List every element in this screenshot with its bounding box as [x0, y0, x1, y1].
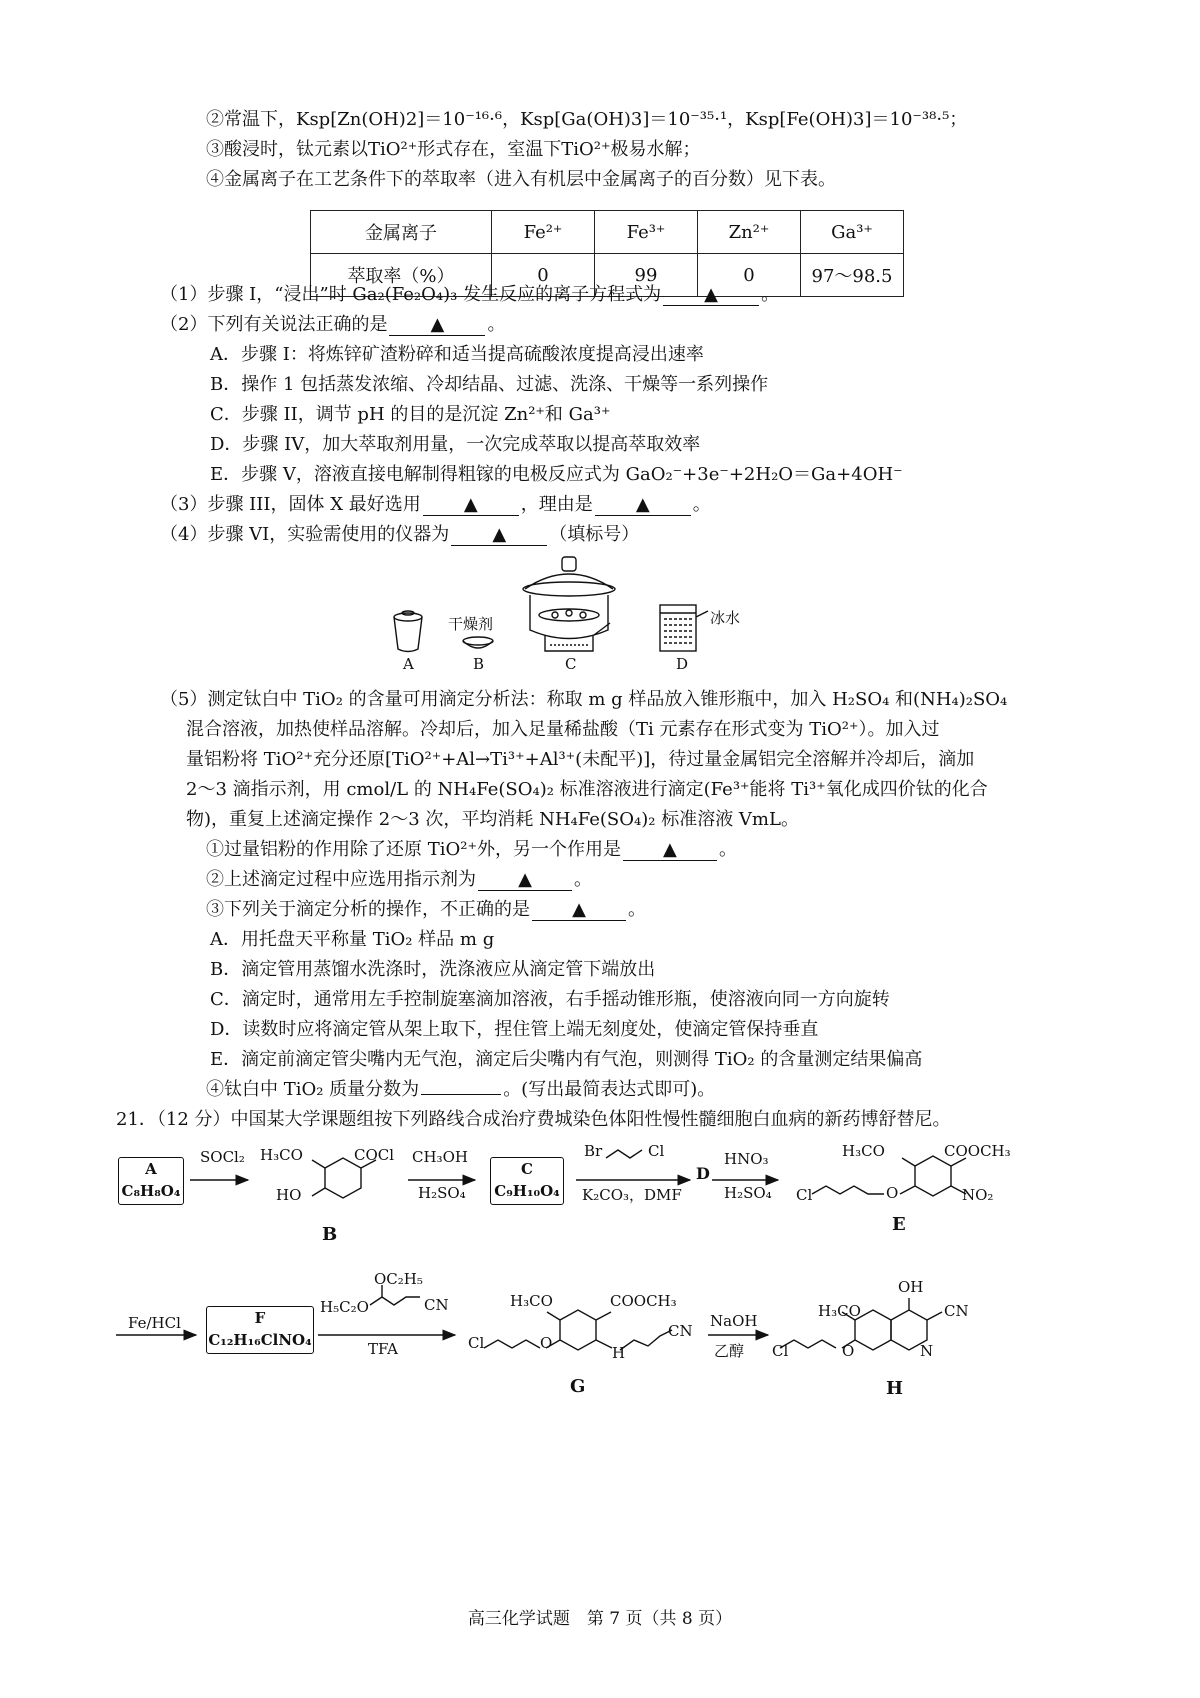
alkyl-chain: [606, 1150, 642, 1158]
substituent-ome: H₃CO: [842, 1142, 885, 1160]
substituent-ome: H₃CO: [818, 1302, 861, 1320]
question-21: 21．（12 分）中国某大学课题组按下列路线合成治疗费城染色体阳性慢性髓细胞白血病的新药博舒替尼。: [116, 1109, 951, 1130]
question-2: [160, 313, 505, 337]
punct: 。: [718, 839, 737, 860]
answer-blank[interactable]: ▲: [663, 285, 759, 306]
table-cell: 97～98.5: [801, 254, 904, 297]
option-a: A．用托盘天平称量 TiO₂ 样品 m g: [210, 929, 495, 950]
reagent-socl2: SOCl₂: [200, 1148, 245, 1166]
question-5-line-4: 2～3 滴指示剂，用 cmol/L 的 NH₄Fe(SO₄)₂ 标准溶液进行滴定(Fe³⁺能将 Ti³⁺氧化成四价钛的化合: [186, 779, 988, 800]
apparatus-label-a: A: [403, 655, 414, 673]
substituent-cocl: COCl: [354, 1146, 395, 1164]
question-text: ④钛白中 TiO₂ 质量分数为: [206, 1079, 420, 1100]
note-4: ④金属离子在工艺条件下的萃取率（进入有机层中金属离子的百分数）见下表。: [206, 169, 836, 190]
compound-e-label: E: [892, 1214, 906, 1235]
reagent-h2so4: H₂SO₄: [418, 1184, 466, 1202]
answer-blank[interactable]: ▲: [595, 495, 691, 516]
compound-b-label: B: [322, 1224, 338, 1245]
compound-f-box: [206, 1306, 314, 1354]
option-b: B．滴定管用蒸馏水洗涤时，洗涤液应从滴定管下端放出: [210, 959, 656, 980]
reagent-cn: CN: [424, 1296, 449, 1314]
substituent-cl: Cl: [772, 1342, 789, 1360]
punct: 。: [574, 869, 592, 890]
answer-blank[interactable]: ▲: [478, 870, 572, 891]
question-text: （4）步骤 VI，实验需使用的仪器为: [160, 524, 450, 545]
apparatus-label-c: C: [565, 655, 577, 673]
benzene-ring-e: [915, 1156, 951, 1196]
answer-blank[interactable]: ▲: [423, 495, 519, 516]
table-cell: 金属离子: [311, 211, 492, 254]
punct: 。: [487, 314, 506, 335]
reagent-oc2h5: OC₂H₅: [374, 1270, 423, 1288]
option-b: B．操作 1 包括蒸发浓缩、冷却结晶、过滤、洗涤、干燥等一系列操作: [210, 374, 769, 395]
reagent-naoh: NaOH: [710, 1312, 758, 1330]
table-cell: 0: [698, 254, 801, 297]
benzene-ring-b: [325, 1158, 361, 1198]
sub-question-4: [206, 1078, 715, 1102]
question-5-line-2: 混合溶液，加热使样品溶解。冷却后，加入足量稀盐酸（Ti 元素存在形式变为 TiO²⁺）。加入过: [186, 719, 940, 740]
reagent-ethanol: 乙醇: [714, 1342, 745, 1360]
apparatus-label-d: D: [676, 655, 689, 673]
punct: 。: [692, 494, 711, 515]
substituent-nh: H: [612, 1344, 626, 1362]
substituent-cooch3: COOCH₃: [610, 1292, 677, 1310]
compound-label: F: [254, 1309, 266, 1327]
page-footer: 高三化学试题 第 7 页（共 8 页）: [467, 1609, 733, 1629]
option-e: E．步骤 V，溶液直接电解制得粗镓的电极反应式为 GaO₂⁻+3e⁻+2H₂O＝Ga+4OH⁻: [210, 464, 903, 485]
question-text: ，理由是: [520, 494, 593, 515]
ice-bath-beaker-icon: [660, 605, 708, 651]
reagent-ch3oh: CH₃OH: [412, 1148, 468, 1166]
question-text: ③下列关于滴定分析的操作，不正确的是: [206, 899, 530, 920]
substituent-ome: H₃CO: [260, 1146, 303, 1164]
table-cell: Fe²⁺: [492, 211, 595, 254]
reagent-h5c2o: H₅C₂O: [320, 1298, 369, 1316]
substituent-cl: Cl: [796, 1186, 813, 1204]
substituent-cooch3: COOCH₃: [944, 1142, 1011, 1160]
option-d: D．读数时应将滴定管从架上取下，捏住管上端无刻度处，使滴定管保持垂直: [210, 1019, 819, 1040]
compound-h-label: H: [886, 1378, 904, 1399]
benzene-ring-g: [560, 1310, 596, 1350]
option-d: D．步骤 IV，加大萃取剂用量，一次完成萃取以提高萃取效率: [210, 434, 701, 455]
punct: （填标号）: [549, 524, 640, 545]
question-text: （2）下列有关说法正确的是: [160, 314, 388, 335]
reagent-k2co3-dmf: K₂CO₃，DMF: [582, 1186, 682, 1204]
substituent-cl: Cl: [468, 1334, 485, 1352]
crucible-icon: [394, 611, 422, 652]
table-cell: Zn²⁺: [698, 211, 801, 254]
substituent-cn: CN: [944, 1302, 969, 1320]
compound-g-label: G: [570, 1376, 586, 1397]
substituent-n: N: [920, 1342, 934, 1360]
substituent-ome: H₃CO: [510, 1292, 553, 1310]
reagent-h2so4: H₂SO₄: [724, 1184, 772, 1202]
option-e: E．滴定前滴定管尖嘴内无气泡，滴定后尖嘴内有气泡，则测得 TiO₂ 的含量测定结果偏高: [210, 1049, 923, 1070]
sub-question-3: [206, 898, 646, 922]
question-3: [160, 493, 711, 517]
punct: 。(写出最简表达式即可)。: [503, 1079, 716, 1100]
evaporating-dish-icon: [463, 637, 493, 648]
compound-label: C: [521, 1160, 533, 1178]
question-text: ②上述滴定过程中应选用指示剂为: [206, 869, 476, 890]
answer-blank[interactable]: ▲: [623, 840, 717, 861]
table-cell: 99: [595, 254, 698, 297]
substituent-no2: NO₂: [962, 1186, 994, 1204]
substituent-o: O: [886, 1184, 899, 1202]
desiccator-icon: [523, 557, 615, 651]
question-4: [160, 523, 639, 547]
substituent-o: O: [842, 1342, 855, 1360]
question-5-line-5: 物)，重复上述滴定操作 2～3 次，平均消耗 NH₄Fe(SO₄)₂ 标准溶液 VmL。: [186, 809, 799, 830]
note-3: ③酸浸时，钛元素以TiO²⁺形式存在，室温下TiO²⁺极易水解；: [206, 139, 701, 160]
question-5-line-1: （5）测定钛白中 TiO₂ 的含量可用滴定分析法：称取 m g 样品放入锥形瓶中，加入 H₂SO₄ 和(NH₄)₂SO₄: [160, 689, 1008, 710]
apparatus-label-b: B: [473, 655, 485, 673]
question-5-line-3: 量铝粉将 TiO²⁺充分还原[TiO²⁺+Al→Ti³⁺+Al³⁺(未配平)]，待过量金属铝完全溶解并冷却后，滴加: [186, 749, 975, 770]
option-c: C．滴定时，通常用左手控制旋塞滴加溶液，右手摇动锥形瓶，使溶液向同一方向旋转: [210, 989, 890, 1010]
compound-c-box: [490, 1157, 564, 1205]
option-a: A．步骤 I：将炼锌矿渣粉碎和适当提高硫酸浓度提高浸出速率: [210, 344, 704, 365]
table-cell: Ga³⁺: [801, 211, 904, 254]
table-header-row: [311, 211, 904, 254]
reagent-hno3: HNO₃: [724, 1150, 769, 1168]
table-cell: Fe³⁺: [595, 211, 698, 254]
answer-blank[interactable]: ▲: [451, 525, 547, 546]
substituent-oh: OH: [898, 1278, 924, 1296]
table-cell: 0: [492, 254, 595, 297]
question-text: （1）步骤 I，“浸出”时 Ga₂(Fe₂O₄)₃ 发生反应的离子方程式为: [160, 284, 662, 305]
table-cell: 萃取率（%）: [311, 254, 492, 297]
punct: 。: [628, 899, 646, 920]
compound-formula: C₈H₈O₄: [121, 1182, 181, 1200]
compound-formula: C₉H₁₀O₄: [494, 1182, 560, 1200]
ice-water-label: 冰水: [710, 609, 741, 627]
question-text: ①过量铝粉的作用除了还原 TiO²⁺外，另一个作用是: [206, 839, 621, 860]
substituent-ho: HO: [276, 1186, 302, 1204]
compound-label: A: [145, 1160, 157, 1178]
note-2: ②常温下，Ksp[Zn(OH)2]＝10⁻¹⁶·⁶，Ksp[Ga(OH)3]＝10⁻³⁵·¹，Ksp[Fe(OH)3]＝10⁻³⁸·⁵；: [206, 109, 968, 130]
reagent-fe-hcl: Fe/HCl: [128, 1314, 181, 1332]
reagent-tfa: TFA: [368, 1340, 398, 1358]
sub-question-1: [206, 838, 737, 862]
answer-blank[interactable]: ▲: [532, 900, 626, 921]
compound-d-label: D: [696, 1164, 710, 1183]
punct: 。: [761, 284, 780, 305]
answer-blank[interactable]: ▲: [389, 315, 485, 336]
substituent-o: O: [540, 1334, 553, 1352]
answer-blank[interactable]: [421, 1094, 501, 1095]
reagent-bromo: Br: [584, 1142, 603, 1160]
reagent-chloro: Cl: [648, 1142, 665, 1160]
question-1: [160, 283, 779, 307]
question-text: （3）步骤 III，固体 X 最好选用: [160, 494, 421, 515]
option-c: C．步骤 II，调节 pH 的目的是沉淀 Zn²⁺和 Ga³⁺: [210, 404, 611, 425]
substituent-cn: CN: [668, 1322, 693, 1340]
desiccant-label: 干燥剂: [448, 615, 494, 633]
compound-formula: C₁₂H₁₆ClNO₄: [208, 1331, 312, 1349]
sub-question-2: [206, 868, 592, 892]
